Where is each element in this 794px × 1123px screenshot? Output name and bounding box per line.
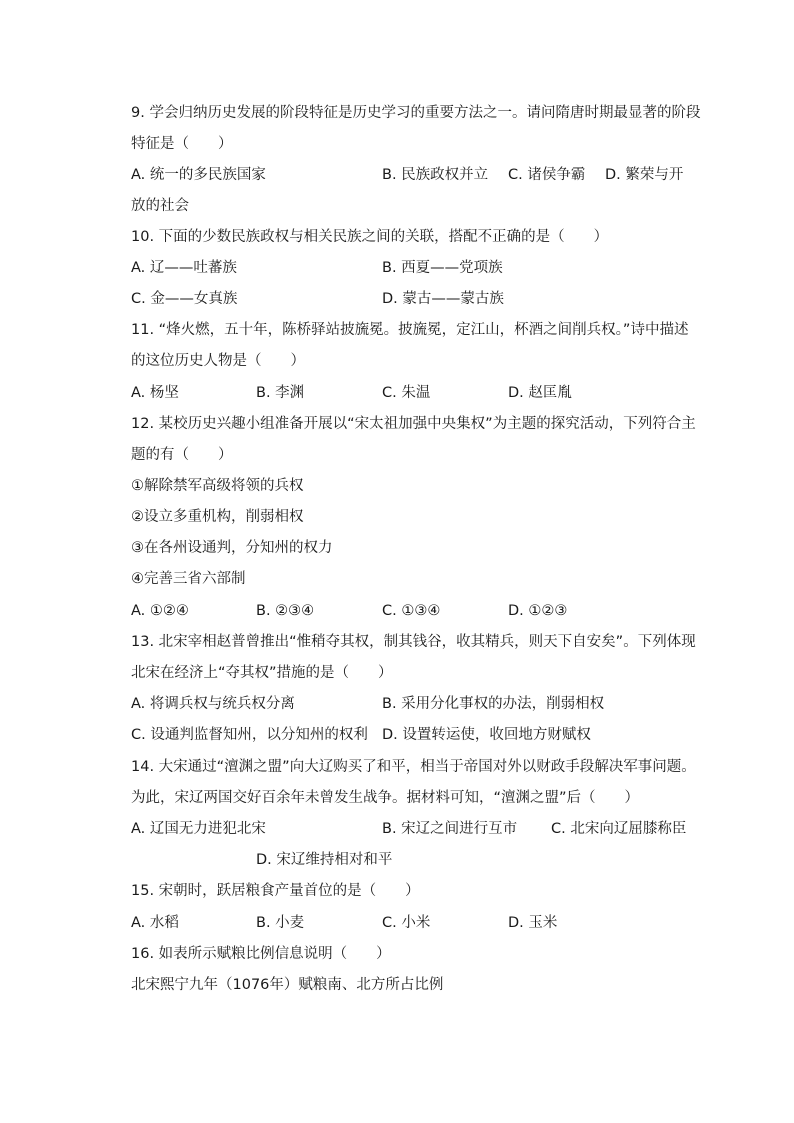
q12-item-2: ②设立多重机构，削弱相权 — [131, 509, 304, 525]
q9-option-d: D. 繁荣与开 — [605, 167, 684, 183]
q12-stem-line2: 题的有（ ） — [131, 447, 233, 463]
q14-option-a: A. 辽国无力进犯北宋 — [131, 821, 266, 837]
q9-option-a: A. 统一的多民族国家 — [131, 167, 266, 183]
q9-option-b: B. 民族政权并立 — [382, 167, 489, 183]
q9-options — [131, 164, 694, 186]
q12-item-3: ③在各州设通判，分知州的权力 — [131, 540, 333, 556]
q9-stem-line2: 特征是（ ） — [131, 136, 233, 152]
q16-table-caption: 北宋熙宁九年（1076年）赋粮南、北方所占比例 — [131, 977, 444, 993]
q14-option-d: D. 宋辽维持相对和平 — [256, 852, 393, 868]
q14-options-row1 — [131, 818, 694, 840]
q12-stem-line1: 12. 某校历史兴趣小组准备开展以“宋太祖加强中央集权”为主题的探究活动，下列符合主 — [131, 416, 696, 432]
q14-option-b: B. 宋辽之间进行互市 — [382, 821, 518, 837]
q10-options-row1 — [131, 257, 694, 279]
q14-stem-line1: 14. 大宋通过“澶渊之盟”向大辽购买了和平，相当于帝国对外以财政手段解决军事问题。 — [131, 759, 696, 775]
q15-option-b: B. 小麦 — [256, 915, 305, 931]
q11-options — [131, 382, 694, 404]
q13-option-c: C. 设通判监督知州，以分知州的权利 — [131, 727, 368, 743]
q15-option-c: C. 小米 — [382, 915, 431, 931]
q11-option-d: D. 赵匡胤 — [508, 385, 572, 401]
q13-stem-line1: 13. 北宋宰相赵普曾推出“惟稍夺其权，制其钱谷，收其精兵，则天下自安矣”。下列体现 — [131, 634, 696, 650]
q9-option-d-continued: 放的社会 — [131, 198, 189, 214]
q10-options-row2 — [131, 288, 694, 310]
q16-stem: 16. 如表所示赋粮比例信息说明（ ） — [131, 946, 391, 962]
q9-option-c: C. 诸侯争霸 — [508, 167, 586, 183]
q12-option-d: D. ①②③ — [508, 603, 568, 619]
q13-option-b: B. 采用分化事权的办法，削弱相权 — [382, 696, 605, 712]
q10-option-b: B. 西夏——党项族 — [382, 260, 503, 276]
q13-option-d: D. 设置转运使，收回地方财赋权 — [382, 727, 591, 743]
q11-option-a: A. 杨坚 — [131, 385, 179, 401]
q11-stem-line1: 11. “烽火燃，五十年，陈桥驿站披旒冕。披旒冕，定江山，杯酒之间削兵权。”诗中描述 — [131, 322, 689, 338]
q12-option-c: C. ①③④ — [382, 603, 441, 619]
q12-item-1: ①解除禁军高级将领的兵权 — [131, 478, 304, 494]
q14-options-row2 — [131, 849, 694, 871]
q14-stem-line2: 为此，宋辽两国交好百余年未曾发生战争。据材料可知，“澶渊之盟”后（ ） — [131, 790, 640, 806]
q10-option-a: A. 辽——吐蕃族 — [131, 260, 237, 276]
q11-stem-line2: 的这位历史人物是（ ） — [131, 353, 305, 369]
q12-item-4: ④完善三省六部制 — [131, 571, 246, 587]
q13-options-row1 — [131, 693, 694, 715]
q12-option-a: A. ①②④ — [131, 603, 189, 619]
q15-options — [131, 912, 694, 934]
q15-stem: 15. 宋朝时，跃居粮食产量首位的是（ ） — [131, 883, 420, 899]
q14-option-c: C. 北宋向辽屈膝称臣 — [551, 821, 687, 837]
q10-stem: 10. 下面的少数民族政权与相关民族之间的关联，搭配不正确的是（ ） — [131, 229, 609, 245]
q15-option-d: D. 玉米 — [508, 915, 558, 931]
q10-option-c: C. 金——女真族 — [131, 291, 238, 307]
q12-option-b: B. ②③④ — [256, 603, 315, 619]
q9-stem-line1: 9. 学会归纳历史发展的阶段特征是历史学习的重要方法之一。请问隋唐时期最显著的阶段 — [131, 105, 701, 121]
q11-option-b: B. 李渊 — [256, 385, 305, 401]
q13-options-row2 — [131, 724, 694, 746]
q15-option-a: A. 水稻 — [131, 915, 179, 931]
q12-options — [131, 600, 694, 622]
q11-option-c: C. 朱温 — [382, 385, 431, 401]
q13-stem-line2: 北宋在经济上“夺其权”措施的是（ ） — [131, 665, 393, 681]
q13-option-a: A. 将调兵权与统兵权分离 — [131, 696, 295, 712]
q10-option-d: D. 蒙古——蒙古族 — [382, 291, 504, 307]
